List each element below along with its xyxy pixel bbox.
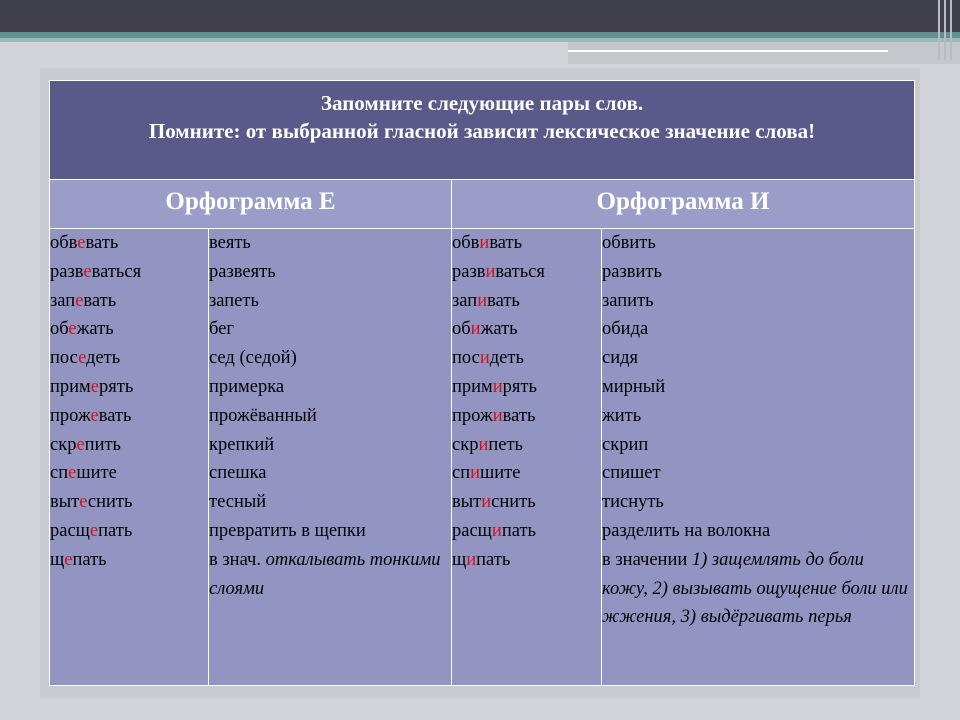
word-item	[452, 402, 601, 431]
meaning-item: тиснуть	[602, 492, 664, 513]
word-item	[50, 344, 208, 373]
word-part: снить	[87, 492, 133, 513]
word-part: пос	[50, 348, 79, 369]
meaning-item: обида	[602, 319, 649, 340]
word-part: шите	[76, 463, 117, 484]
highlighted-vowel: и	[470, 319, 481, 340]
e-meanings-list	[209, 229, 451, 546]
i-words-cell	[452, 229, 602, 686]
highlighted-vowel: е	[79, 492, 88, 513]
meaning-item: мирный	[602, 376, 666, 397]
highlighted-vowel: е	[83, 261, 92, 282]
meaning-item: спешка	[209, 463, 267, 484]
e-words-list	[50, 229, 208, 575]
word-part: выт	[452, 492, 482, 513]
word-part: вать	[487, 290, 520, 311]
word-part: сп	[50, 463, 69, 484]
word-item	[50, 459, 208, 488]
word-part: прим	[452, 376, 493, 397]
word-part: снить	[491, 492, 536, 513]
word-part: прим	[50, 376, 91, 397]
word-part: вать	[98, 405, 132, 426]
highlighted-vowel: и	[477, 290, 488, 311]
word-part: пать	[72, 549, 107, 570]
word-item	[50, 315, 208, 344]
i-last-prefix: в значении	[602, 549, 692, 570]
word-part: рять	[502, 376, 537, 397]
highlighted-vowel: и	[470, 463, 481, 484]
e-last-meaning	[209, 546, 451, 604]
highlighted-vowel: и	[466, 549, 477, 570]
word-part: вать	[502, 405, 536, 426]
word-part: деть	[489, 348, 524, 369]
word-part: разв	[50, 261, 84, 282]
table-header	[50, 81, 915, 180]
word-part: ваться	[91, 261, 142, 282]
i-last-meaning	[602, 546, 914, 632]
word-part: выт	[50, 492, 80, 513]
decor-bar	[950, 0, 952, 60]
word-part: пать	[98, 520, 133, 541]
word-part: пать	[501, 520, 536, 541]
highlighted-vowel: е	[76, 434, 85, 455]
decor-bar	[944, 0, 946, 60]
word-part: обв	[50, 233, 78, 253]
word-part: зап	[50, 290, 76, 311]
meaning-item: запить	[602, 290, 654, 311]
word-part: ваться	[495, 261, 545, 282]
word-part: вать	[85, 233, 119, 253]
highlighted-vowel: е	[68, 463, 77, 484]
word-part: зап	[452, 290, 478, 311]
word-part: расщ	[50, 520, 90, 541]
word-item	[452, 431, 601, 460]
word-part: скр	[50, 434, 77, 455]
highlighted-vowel: е	[77, 233, 86, 253]
word-item	[452, 315, 601, 344]
meaning-item: разделить на волокна	[602, 520, 771, 541]
meaning-item: скрип	[602, 434, 649, 455]
word-part: об	[50, 319, 69, 340]
word-part: пос	[452, 348, 480, 369]
column-header-i	[452, 180, 915, 229]
highlighted-vowel: е	[68, 319, 77, 340]
meaning-item: сидя	[602, 348, 639, 369]
meaning-item: развить	[602, 261, 662, 282]
word-part: обв	[452, 233, 480, 253]
word-item	[452, 488, 601, 517]
word-part: расщ	[452, 520, 492, 541]
word-part: пить	[84, 434, 121, 455]
word-item	[50, 431, 208, 460]
i-last-italic: 1) защемлять до боли кожу, 2) вызывать ощущение боли или жжения, 3) выдёргивать перья	[602, 549, 908, 628]
meaning-item: жить	[602, 405, 642, 426]
meaning-item: примерка	[209, 376, 285, 397]
word-item	[50, 546, 208, 575]
meaning-item: тесный	[209, 492, 267, 513]
highlighted-vowel: е	[89, 520, 99, 541]
meaning-item: крепкий	[209, 434, 275, 455]
word-part: жать	[76, 319, 114, 340]
word-part: скр	[452, 434, 479, 455]
word-part: пать	[476, 549, 511, 570]
highlighted-vowel: е	[64, 549, 73, 570]
word-part: сп	[452, 463, 471, 484]
column-header-e	[50, 180, 452, 229]
word-part: жать	[480, 319, 518, 340]
word-item	[452, 344, 601, 373]
highlighted-vowel: е	[90, 376, 99, 397]
word-item	[452, 373, 601, 402]
word-part: щ	[50, 549, 65, 570]
meaning-item: спишет	[602, 463, 661, 484]
word-pairs-table	[49, 80, 915, 686]
highlighted-vowel: е	[78, 348, 87, 369]
highlighted-vowel: и	[492, 405, 503, 426]
meaning-item: сед (седой)	[209, 348, 297, 369]
word-part: вать	[83, 290, 117, 311]
highlighted-vowel: е	[90, 405, 99, 426]
word-item	[50, 488, 208, 517]
highlighted-vowel: и	[481, 492, 492, 513]
word-item	[50, 229, 208, 258]
highlighted-vowel: и	[479, 348, 490, 369]
word-part: прож	[452, 405, 493, 426]
highlighted-vowel: и	[479, 233, 490, 253]
word-item	[452, 517, 601, 546]
decor-line	[568, 50, 888, 52]
meaning-item: развеять	[209, 261, 276, 282]
e-last-prefix: в знач.	[209, 549, 266, 570]
word-item	[50, 287, 208, 316]
word-part: деть	[86, 348, 121, 369]
word-part: рять	[98, 376, 134, 397]
column-header-i-label: Орфограмма И	[596, 188, 770, 215]
highlighted-vowel: и	[485, 261, 496, 282]
word-part: разв	[452, 261, 486, 282]
decor-stripe	[568, 42, 960, 64]
word-item	[50, 258, 208, 287]
meaning-item: веять	[209, 233, 251, 253]
word-part: прож	[50, 405, 91, 426]
meaning-item: превратить в щепки	[209, 520, 366, 541]
decor-bar	[938, 0, 940, 60]
window-top-bar	[0, 0, 960, 32]
header-line-2: Помните: от выбранной гласной зависит лексическое значение слова!	[148, 119, 816, 143]
word-item	[50, 517, 208, 546]
highlighted-vowel: и	[478, 434, 489, 455]
e-meanings-cell	[209, 229, 452, 686]
i-meanings-list	[602, 229, 914, 546]
word-part: об	[452, 319, 471, 340]
word-item	[452, 459, 601, 488]
highlighted-vowel: и	[491, 520, 502, 541]
meaning-item: запеть	[209, 290, 259, 311]
i-words-list	[452, 229, 601, 575]
i-meanings-cell	[602, 229, 915, 686]
meaning-item: прожёванный	[209, 405, 317, 426]
column-header-e-label: Орфограмма Е	[165, 188, 336, 215]
word-part: шите	[480, 463, 521, 484]
word-item	[452, 546, 601, 575]
word-item	[50, 373, 208, 402]
e-words-cell	[50, 229, 209, 686]
meaning-item: бег	[209, 319, 234, 340]
word-part: щ	[452, 549, 467, 570]
word-item	[452, 229, 601, 258]
word-part: петь	[488, 434, 523, 455]
word-item	[452, 258, 601, 287]
word-item	[50, 402, 208, 431]
word-part: вать	[489, 233, 523, 253]
word-item	[452, 287, 601, 316]
e-last-italic: откалывать тонкими слоями	[209, 549, 441, 599]
header-line-1: Запомните следующие пары слов.	[320, 91, 644, 115]
meaning-item: обвить	[602, 233, 656, 253]
highlighted-vowel: и	[492, 376, 503, 397]
highlighted-vowel: е	[75, 290, 84, 311]
